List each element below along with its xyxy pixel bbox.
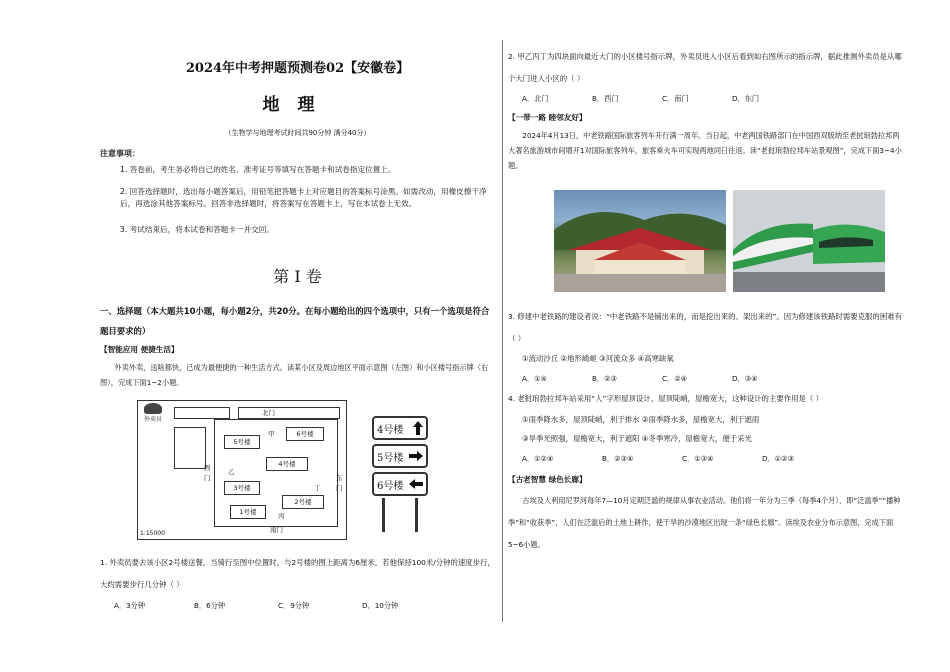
question-4-items-1: ①雨季降水多，屋顶陡峭，利于排水 ②雨季降水多，屋檐宽大，利于遮雨 bbox=[522, 415, 760, 424]
train-illustration bbox=[733, 190, 885, 292]
south-gate-label: 南门 bbox=[270, 526, 283, 534]
question-3-options bbox=[522, 374, 802, 384]
west-gate-label: 西门 bbox=[204, 464, 211, 482]
subject-title: 地理 bbox=[262, 95, 333, 115]
courier-figure bbox=[140, 403, 166, 423]
station-illustration bbox=[554, 190, 726, 292]
note-1: 1. 答卷前，考生务必将自己的姓名、准考证号等填写在答题卡和试卷指定位置上。 bbox=[120, 165, 396, 174]
q2-option-a: A．北门 bbox=[522, 94, 549, 103]
q2-option-c: C．南门 bbox=[662, 94, 689, 103]
column-divider bbox=[502, 40, 503, 622]
community-map bbox=[137, 400, 347, 540]
sign-post-left bbox=[382, 498, 385, 532]
sign-board-4 bbox=[372, 416, 428, 440]
q4-option-a: A．①②④ bbox=[522, 454, 554, 463]
q1-option-a: A．3分钟 bbox=[114, 601, 146, 610]
block-top-right bbox=[238, 407, 340, 419]
q1-option-d: D．10分钟 bbox=[362, 601, 399, 610]
north-gate-label: 北门 bbox=[262, 409, 275, 417]
q2-option-b: B．西门 bbox=[592, 94, 619, 103]
building-3: 3号楼 bbox=[224, 481, 260, 495]
q3-option-c: C．②④ bbox=[662, 374, 688, 383]
question-1-options bbox=[114, 601, 446, 611]
arrow-right-icon bbox=[409, 451, 423, 461]
question-2-options bbox=[522, 94, 802, 104]
train-photo bbox=[733, 190, 885, 292]
question-4: 4. 老挝琅勃拉邦车站采用“人”字形屋顶设计，屋顶陡峭，屋檐宽大，这种设计的主要作用是（ ） bbox=[508, 394, 824, 403]
q3-option-d: D．③④ bbox=[732, 374, 758, 383]
q3-option-a: A．①④ bbox=[522, 374, 547, 383]
q4-option-d: D．①②③ bbox=[762, 454, 795, 463]
map-scale: 1:15000 bbox=[140, 530, 165, 537]
building-5: 5号楼 bbox=[224, 435, 260, 449]
question-4-items-2: ③旱季光照强，屋檐宽大，利于遮阳 ④冬季寒冷，屋檐宽大，便于采光 bbox=[522, 434, 752, 443]
block-top-left bbox=[174, 407, 230, 419]
passage-3: 古埃及人利用尼罗河每年7—10月定期泛滥的规律从事农业活动。他们将一年分为三季（每季4个月），即“泛滥季”“播种季”和“收获季”，人们在泛滥后的土地上耕作，使干旱的沙漠地区出现一条“绿色长廊”。读埃及农业分布示意图，完成下面5~6小题。 bbox=[508, 496, 901, 549]
sign-label-6: 6号楼 bbox=[377, 480, 404, 492]
sign-board-5 bbox=[372, 444, 428, 468]
volume-title: 第 Ⅰ 卷 bbox=[273, 267, 322, 286]
theme-belt-road: 【一带一路 睦邻友好】 bbox=[508, 113, 587, 122]
sign-board-6 bbox=[372, 472, 428, 496]
q1-option-c: C．9分钟 bbox=[278, 601, 310, 610]
passage-2: 2024年4月13日，中老铁路国际旅客列车开行满一周年。当日起，中老两国铁路部门在中国西双版纳至老挝琅勃拉邦两大著名旅游城市间增开1对国际旅客列车，旅客乘火车可实现两地同日往返。读“老挝琅勃拉邦车站景观图”，完成下面3~4小题。 bbox=[508, 131, 902, 170]
building-6: 6号楼 bbox=[286, 427, 324, 441]
q3-option-b: B．②③ bbox=[592, 374, 618, 383]
document-title: 2024年中考押题预测卷02【安徽卷】 bbox=[185, 61, 410, 76]
building-direction-sign bbox=[372, 412, 428, 527]
note-3: 3. 考试结束后，将本试卷和答题卡一并交回。 bbox=[120, 225, 274, 234]
point-jia: 甲 bbox=[268, 430, 275, 438]
sign-post-right bbox=[415, 498, 418, 532]
notes-heading: 注意事项： bbox=[100, 149, 140, 158]
point-bing: 丙 bbox=[278, 512, 285, 520]
sign-label-4: 4号楼 bbox=[377, 424, 404, 436]
note-2: 2. 回答选择题时，选出每小题答案后，用铅笔把答题卡上对应题目的答案标号涂黑。如需改动，用橡皮擦干净后，再选涂其他答案标号。回答非选择题时，将答案写在答题卡上，写在本试卷上无效。 bbox=[120, 187, 487, 208]
theme-ancient-wisdom: 【古老智慧 绿色长廊】 bbox=[508, 475, 587, 484]
question-4-options bbox=[522, 454, 842, 464]
building-2: 2号楼 bbox=[282, 495, 324, 509]
section-heading: 一、选择题（本大题共10小题，每小题2分，共20分。在每小题给出的四个选项中，只有一个选项是符合题目要求的） bbox=[100, 306, 490, 336]
question-1: 1. 外卖员要去该小区2号楼送餐，当骑行至图中位置时，与2号楼的图上距离为6厘米，若他保持100米/分钟的速度步行，大约需要步行几分钟（ ） bbox=[100, 558, 495, 589]
sign-label-5: 5号楼 bbox=[377, 452, 404, 464]
building-1: 1号楼 bbox=[230, 505, 266, 519]
scooter-icon bbox=[144, 403, 162, 414]
question-2: 2. 甲乙丙丁为四块面向最近大门的小区楼号指示牌，外卖员进入小区后看到如右图所示的指示牌，据此推测外卖员是从哪个大门进入小区的（ ） bbox=[508, 52, 902, 83]
courier-label: 外卖员 bbox=[143, 416, 162, 423]
exam-time-note: （生物学与地理考试时间共90分钟 满分40分） bbox=[224, 129, 371, 137]
q4-option-b: B．②③④ bbox=[602, 454, 634, 463]
station-photo bbox=[554, 190, 726, 292]
theme-smart-life: 【智能应用 便捷生活】 bbox=[100, 345, 179, 354]
q1-option-b: B．6分钟 bbox=[194, 601, 226, 610]
point-ding: 丁 bbox=[314, 484, 321, 492]
arrow-left-icon bbox=[409, 479, 423, 489]
passage-1: 外卖外卖，送啥都快，已成为最便捷的一种生活方式。读某小区及周边地区平面示意图（左图）和小区楼号指示牌（右图），完成下面1~2小题。 bbox=[100, 363, 489, 387]
arrow-up-icon bbox=[413, 421, 423, 435]
q2-option-d: D．东门 bbox=[732, 94, 760, 103]
east-gate-label: 东门 bbox=[336, 474, 343, 492]
q4-option-c: C．①③④ bbox=[682, 454, 714, 463]
building-4: 4号楼 bbox=[266, 457, 308, 471]
question-3-items: ①流动沙丘 ②地形崎岖 ③河流众多 ④高寒缺氧 bbox=[522, 354, 674, 363]
block-left bbox=[174, 427, 206, 469]
question-3: 3. 修建中老铁路的建设者说：“中老铁路不是铺出来的，而是挖出来的、架出来的”。因为修建该铁路时需要克服的困难有（ ） bbox=[508, 312, 902, 343]
point-yi: 乙 bbox=[228, 468, 235, 476]
